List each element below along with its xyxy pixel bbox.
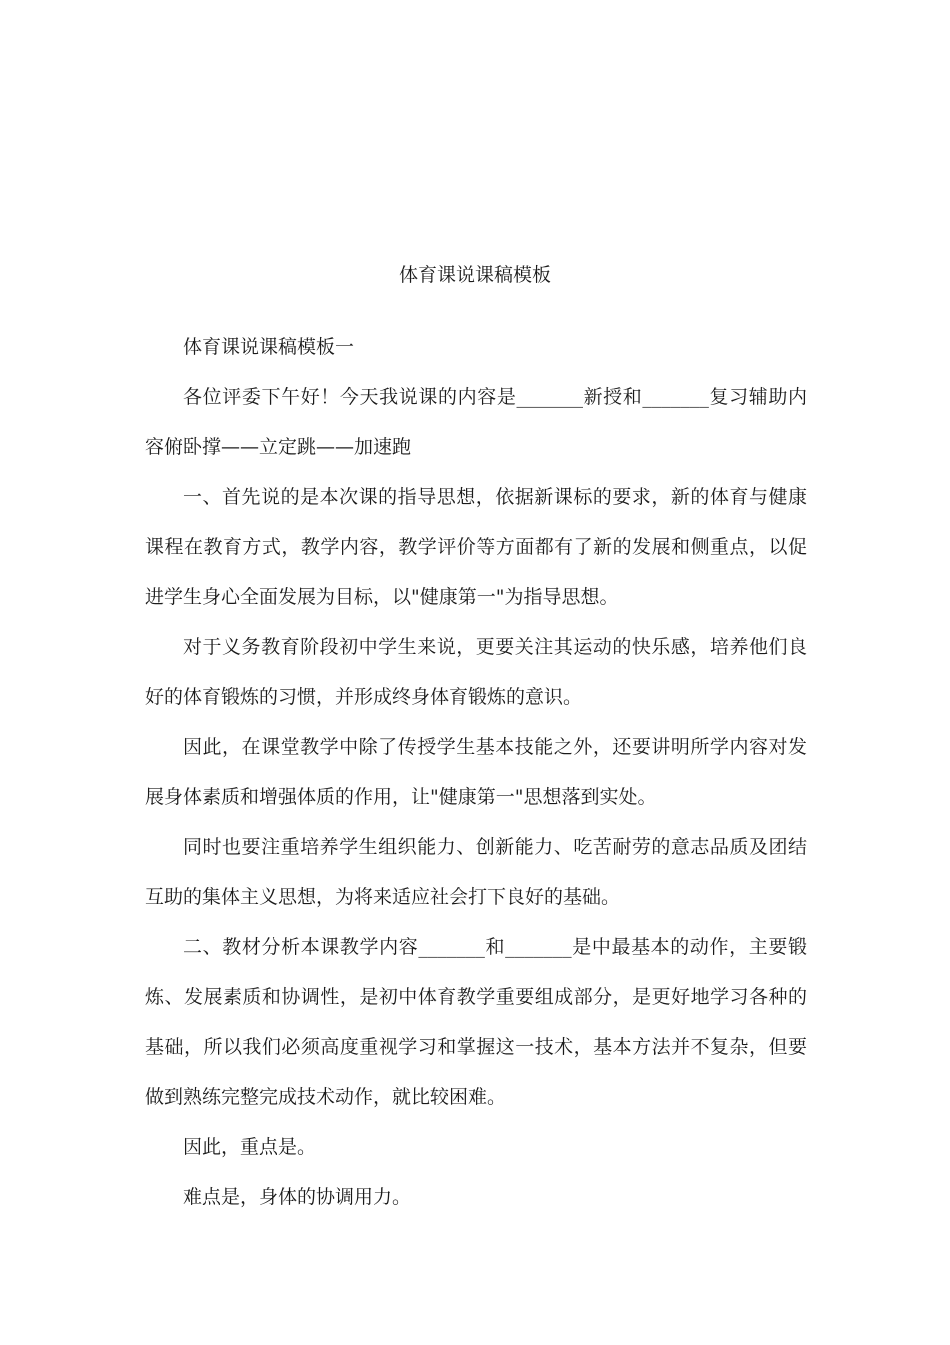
paragraph-guiding-idea: 一、首先说的是本次课的指导思想，依据新课标的要求，新的体育与健康课程在教育方式，教学内容，教学评价等方面都有了新的发展和侧重点，以促进学生身心全面发展为目标，以"健康第一"为指导思想。 bbox=[145, 486, 807, 608]
paragraph-key-point: 因此，重点是。 bbox=[183, 1136, 317, 1158]
paragraph-difficulty: 难点是，身体的协调用力。 bbox=[183, 1186, 412, 1208]
paragraph-greeting: 各位评委下午好！今天我说课的内容是_______新授和_______复习辅助内容俯卧撑——立定跳——加速跑 bbox=[145, 386, 807, 458]
paragraph-character-building: 同时也要注重培养学生组织能力、创新能力、吃苦耐劳的意志品质及团结互助的集体主义思想，为将来适应社会打下良好的基础。 bbox=[145, 836, 807, 908]
paragraph-classroom-teaching: 因此，在课堂教学中除了传授学生基本技能之外，还要讲明所学内容对发展身体素质和增强体质的作用，让"健康第一"思想落到实处。 bbox=[145, 736, 807, 808]
paragraph-student-focus: 对于义务教育阶段初中学生来说，更要关注其运动的快乐感，培养他们良好的体育锻炼的习惯，并形成终身体育锻炼的意识。 bbox=[145, 636, 807, 708]
document-title: 体育课说课稿模板 bbox=[398, 264, 551, 286]
section-heading: 体育课说课稿模板一 bbox=[183, 336, 355, 358]
document-body bbox=[145, 322, 807, 1222]
paragraph-material-analysis: 二、教材分析本课教学内容_______和_______是中最基本的动作，主要锻炼、发展素质和协调性，是初中体育教学重要组成部分，是更好地学习各种的基础，所以我们必须高度重视学习和掌握这一技术，基本方法并不复杂，但要做到熟练完整完成技术动作，就比较困难。 bbox=[145, 936, 807, 1108]
